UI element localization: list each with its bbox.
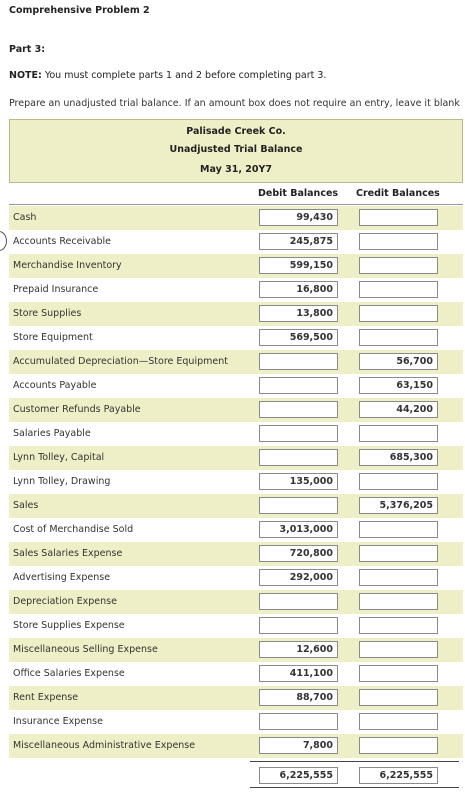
table-row	[9, 422, 463, 446]
credit-amount-field[interactable]	[359, 521, 438, 538]
trial-balance-table	[9, 119, 463, 790]
part-label: Part 3:	[9, 44, 46, 55]
debit-amount-field[interactable]: 135,000	[259, 473, 338, 490]
account-name: Merchandise Inventory	[13, 260, 122, 271]
table-row	[9, 686, 463, 710]
debit-amount-field[interactable]: 13,800	[259, 305, 338, 322]
account-name: Cost of Merchandise Sold	[13, 524, 134, 535]
account-name: Lynn Tolley, Drawing	[13, 476, 111, 487]
credit-amount-field[interactable]	[359, 713, 438, 730]
table-row	[9, 470, 463, 494]
account-name: Cash	[13, 212, 37, 223]
credit-amount-field[interactable]	[359, 257, 438, 274]
credit-amount-field[interactable]	[359, 545, 438, 562]
credit-amount-field[interactable]: 56,700	[359, 353, 438, 370]
debit-column-header: Debit Balances	[258, 188, 339, 199]
credit-amount-field[interactable]	[359, 641, 438, 658]
account-name: Customer Refunds Payable	[13, 404, 141, 415]
debit-amount-field[interactable]	[259, 449, 338, 466]
company-name: Palisade Creek Co.	[186, 126, 286, 137]
debit-amount-field[interactable]: 292,000	[259, 569, 338, 586]
account-name: Accounts Receivable	[13, 236, 112, 247]
note-label: NOTE:	[9, 70, 42, 81]
debit-amount-field[interactable]	[259, 425, 338, 442]
account-name: Store Supplies Expense	[13, 620, 125, 631]
debit-amount-field[interactable]: 720,800	[259, 545, 338, 562]
debit-amount-field[interactable]: 411,100	[259, 665, 338, 682]
total-debit-field[interactable]: 6,225,555	[259, 767, 338, 784]
instructions: Prepare an unadjusted trial balance. If an amount box does not require an entry, leave it blank	[9, 98, 460, 109]
account-name: Sales Salaries Expense	[13, 548, 123, 559]
debit-amount-field[interactable]: 599,150	[259, 257, 338, 274]
table-row	[9, 542, 463, 566]
table-row	[9, 710, 463, 734]
debit-amount-field[interactable]	[259, 617, 338, 634]
total-rule	[250, 761, 459, 762]
table-row	[9, 638, 463, 662]
table-row	[9, 734, 463, 758]
debit-amount-field[interactable]: 99,430	[259, 209, 338, 226]
table-row	[9, 230, 463, 254]
credit-amount-field[interactable]	[359, 593, 438, 610]
credit-amount-field[interactable]: 44,200	[359, 401, 438, 418]
account-name: Store Equipment	[13, 332, 93, 343]
account-name: Store Supplies	[13, 308, 82, 319]
credit-amount-field[interactable]	[359, 305, 438, 322]
credit-amount-field[interactable]: 685,300	[359, 449, 438, 466]
debit-amount-field[interactable]	[259, 593, 338, 610]
table-row	[9, 374, 463, 398]
table-row	[9, 446, 463, 470]
totals-row	[9, 764, 463, 788]
account-name: Salaries Payable	[13, 428, 91, 439]
account-name: Sales	[13, 500, 39, 511]
note	[9, 70, 326, 81]
account-name: Accumulated Depreciation—Store Equipment	[13, 356, 228, 367]
debit-amount-field[interactable]: 88,700	[259, 689, 338, 706]
account-name: Advertising Expense	[13, 572, 111, 583]
trial-balance-heading	[9, 119, 463, 183]
credit-amount-field[interactable]	[359, 233, 438, 250]
debit-amount-field[interactable]: 12,600	[259, 641, 338, 658]
left-edge-marker	[0, 231, 7, 251]
table-row	[9, 350, 463, 374]
debit-amount-field[interactable]: 7,800	[259, 737, 338, 754]
account-name: Accounts Payable	[13, 380, 97, 391]
credit-amount-field[interactable]	[359, 665, 438, 682]
table-row	[9, 206, 463, 230]
credit-amount-field[interactable]	[359, 329, 438, 346]
account-name: Depreciation Expense	[13, 596, 117, 607]
table-row	[9, 566, 463, 590]
table-row	[9, 254, 463, 278]
table-row	[9, 302, 463, 326]
credit-amount-field[interactable]	[359, 617, 438, 634]
debit-amount-field[interactable]	[259, 497, 338, 514]
debit-amount-field[interactable]: 569,500	[259, 329, 338, 346]
credit-amount-field[interactable]	[359, 569, 438, 586]
account-name: Lynn Tolley, Capital	[13, 452, 105, 463]
table-row	[9, 614, 463, 638]
table-row	[9, 494, 463, 518]
credit-amount-field[interactable]	[359, 209, 438, 226]
account-name: Insurance Expense	[13, 716, 103, 727]
account-name: Office Salaries Expense	[13, 668, 125, 679]
account-name: Miscellaneous Selling Expense	[13, 644, 158, 655]
debit-amount-field[interactable]	[259, 377, 338, 394]
credit-amount-field[interactable]: 63,150	[359, 377, 438, 394]
debit-amount-field[interactable]	[259, 713, 338, 730]
credit-amount-field[interactable]	[359, 689, 438, 706]
credit-column-header: Credit Balances	[356, 188, 440, 199]
account-name: Prepaid Insurance	[13, 284, 99, 295]
page-title: Comprehensive Problem 2	[9, 5, 150, 16]
debit-amount-field[interactable]: 3,013,000	[259, 521, 338, 538]
account-name: Miscellaneous Administrative Expense	[13, 740, 196, 751]
credit-amount-field[interactable]	[359, 281, 438, 298]
debit-amount-field[interactable]	[259, 401, 338, 418]
column-headers	[9, 182, 463, 205]
debit-amount-field[interactable]: 245,875	[259, 233, 338, 250]
table-row	[9, 662, 463, 686]
note-text: You must complete parts 1 and 2 before completing part 3.	[44, 70, 327, 81]
table-row	[9, 398, 463, 422]
statement-title: Unadjusted Trial Balance	[169, 144, 303, 155]
credit-amount-field[interactable]	[359, 737, 438, 754]
debit-amount-field[interactable]: 16,800	[259, 281, 338, 298]
table-row	[9, 326, 463, 350]
table-row	[9, 590, 463, 614]
total-credit-field[interactable]: 6,225,555	[359, 767, 438, 784]
table-row	[9, 278, 463, 302]
table-row	[9, 518, 463, 542]
credit-amount-field[interactable]	[359, 473, 438, 490]
statement-date: May 31, 20Y7	[200, 164, 272, 175]
debit-amount-field[interactable]	[259, 353, 338, 370]
account-name: Rent Expense	[13, 692, 79, 703]
credit-amount-field[interactable]	[359, 425, 438, 442]
credit-amount-field[interactable]: 5,376,205	[359, 497, 438, 514]
total-bottom-rule	[250, 787, 459, 788]
